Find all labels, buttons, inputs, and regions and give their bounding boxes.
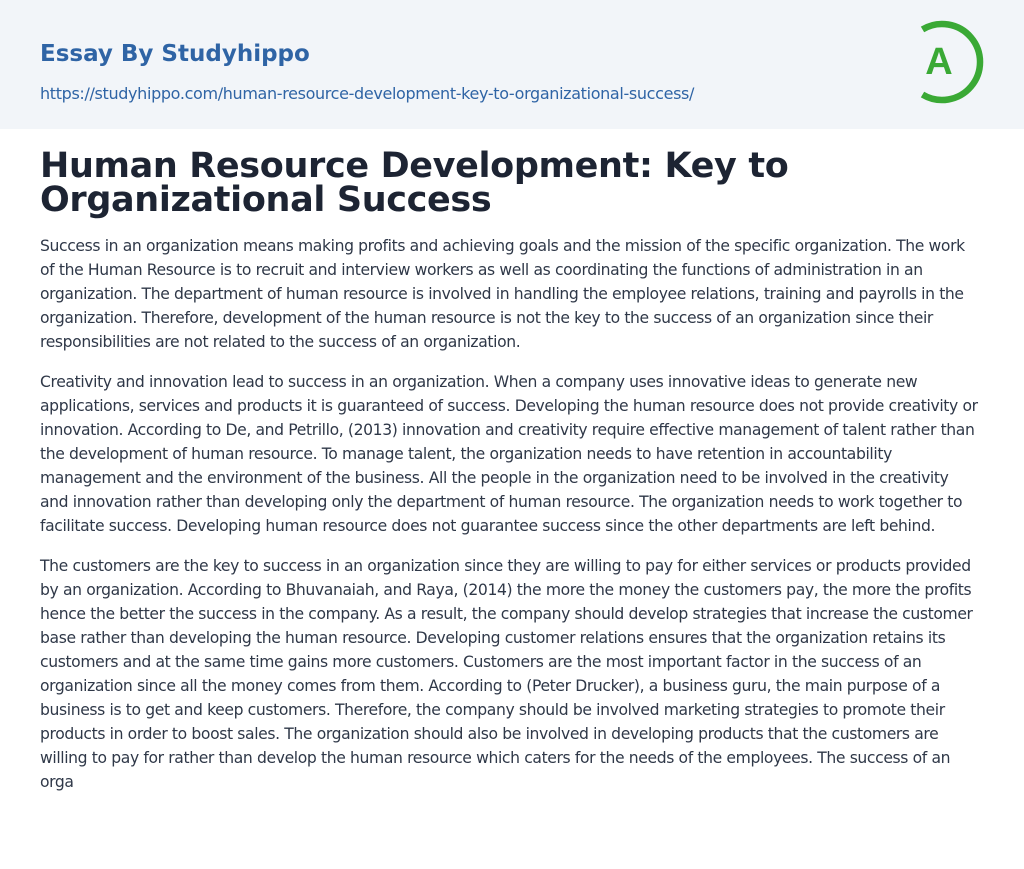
site-header [0,0,1024,129]
article-paragraph: The customers are the key to success in an organization since they are willing to pay for either services or products provided by an organization. According to Bhuvanaiah, and Raya, (2014) the more the money the customers pay, the more the profits hence the better the success in the company. As a result, the company should develop strategies that increase the customer base rather than developing the human resource. Developing customer relations ensures that the organization retains its customers and at the same time gains more customers. Customers are the most important factor in the success of an organization since all the money comes from them. According to (Peter Drucker), a business guru, the main purpose of a business is to get and keep customers. Therefore, the company should be involved marketing strategies to promote their products in order to boost sales. The organization should also be involved in developing products that the customers are willing to pay for rather than develop the human resource which caters for the needs of the employees. The success of an orga [40,557,973,791]
logo-letter: A [925,41,953,83]
article-paragraph: Success in an organization means making profits and achieving goals and the mission of the specific organization. The work of the Human Resource is to recruit and interview workers as well as coordinating the functions of administration in an organization. The department of human resource is involved in handling the employee relations, training and payrolls in the organization. Therefore, development of the human resource is not the key to the success of an organization since their responsibilities are not related to the success of an organization. [40,237,965,351]
essay-url-link[interactable]: https://studyhippo.com/human-resource-development-key-to-organizational-success/ [40,84,695,103]
studyhippo-logo-icon[interactable] [912,19,986,105]
article-title: Human Resource Development: Key to Organizational Success [40,146,789,220]
article-body [40,146,980,810]
brand-title[interactable]: Essay By Studyhippo [40,41,310,67]
article-paragraph: Creativity and innovation lead to success in an organization. When a company uses innovative ideas to generate new applications, services and products it is guaranteed of success. Developing the human resource does not provide creativity or innovation. According to De, and Petrillo, (2013) innovation and creativity require effective management of talent rather than the development of human resource. To manage talent, the organization needs to have retention in accountability management and the environment of the business. All the people in the organization need to be involved in the creativity and innovation rather than developing only the department of human resource. The organization needs to work together to facilitate success. Developing human resource does not guarantee success since the other departments are left behind. [40,373,978,535]
